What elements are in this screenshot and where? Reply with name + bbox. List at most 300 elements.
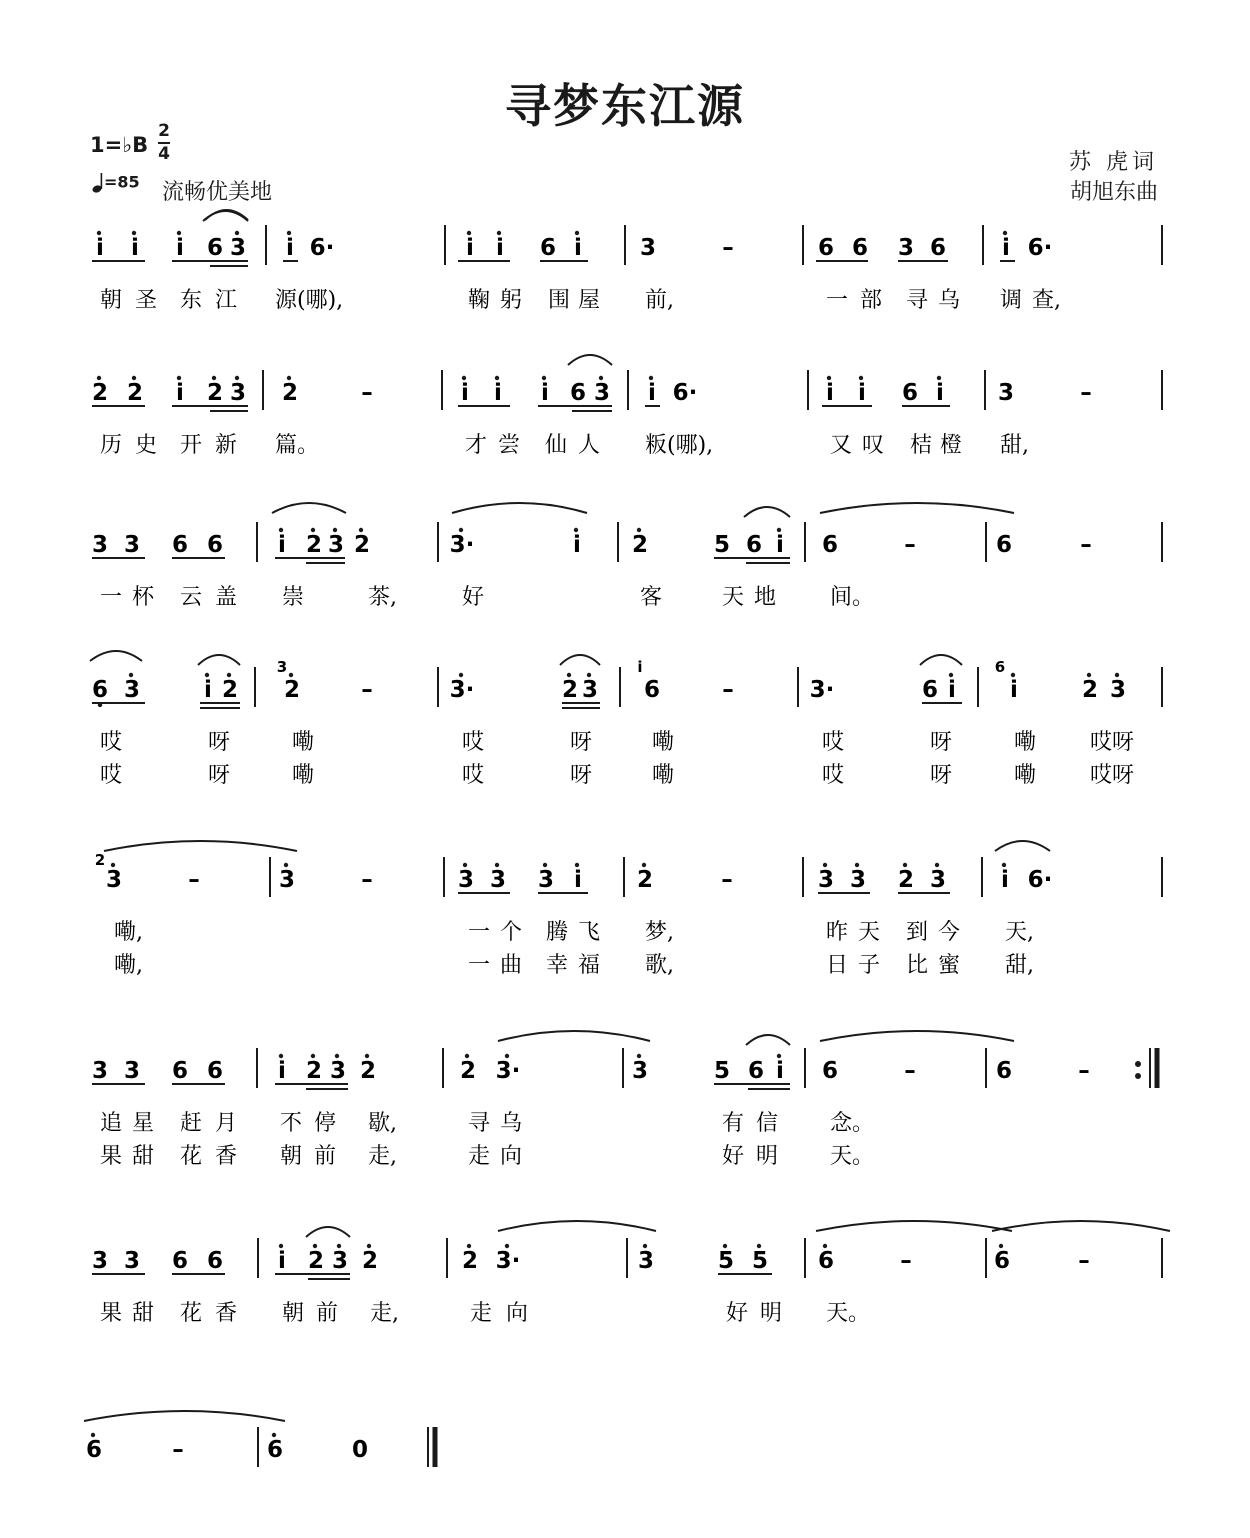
octave-dot-high: [637, 1054, 641, 1058]
octave-dot-high: [587, 673, 591, 677]
octave-dot-high: [777, 528, 781, 532]
octave-dot-high: [279, 1054, 283, 1058]
note-2-11: 6: [569, 380, 587, 406]
tie-slur: [498, 1031, 650, 1041]
octave-dot-high: [235, 231, 239, 235]
grace-note: 3: [276, 658, 288, 676]
note-7-6: 2: [307, 1248, 325, 1274]
lyric-syllable: 子: [858, 953, 881, 978]
note-4-12: 3·: [809, 677, 835, 703]
note-1-19: 6·: [1027, 235, 1053, 261]
note-3-2: 3: [123, 532, 141, 558]
octave-dot-high: [227, 673, 231, 677]
octave-dot-high: [97, 376, 101, 380]
lyric-syllable: 好: [462, 585, 485, 610]
note-7-11: 3: [637, 1248, 655, 1274]
time-signature-top: 2: [158, 121, 170, 141]
lyric-syllable: 不: [280, 1111, 303, 1136]
grace-note: i: [637, 658, 643, 676]
octave-dot-high: [543, 863, 547, 867]
lyric-syllable: 哎: [822, 730, 845, 755]
octave-dot-high: [97, 231, 101, 235]
tie-slur: [84, 1411, 285, 1421]
lyric-syllable: 天,: [1005, 920, 1034, 945]
note-8-1: 6: [85, 1437, 103, 1463]
note-6-18: –: [1078, 1058, 1090, 1084]
lyric-syllable: 好: [722, 1144, 745, 1169]
lyric-syllable: 呀: [570, 730, 593, 755]
lyric-syllable: 躬: [500, 288, 523, 313]
octave-dot-high: [1115, 673, 1119, 677]
lyric-syllable: 花: [180, 1144, 203, 1169]
note-7-15: –: [900, 1248, 912, 1274]
octave-dot-high: [859, 376, 863, 380]
lyric-syllable: 前: [314, 1144, 337, 1169]
octave-dot-high: [497, 231, 501, 235]
lyric-syllable: 嘞: [652, 763, 675, 788]
lyric-syllable: 向: [500, 1144, 523, 1169]
note-7-7: 3: [331, 1248, 349, 1274]
composer-credit: 胡旭东曲: [1069, 180, 1158, 205]
octave-dot-high: [311, 1054, 315, 1058]
note-1-16: 3: [897, 235, 915, 261]
lyric-syllable: 花: [180, 1301, 203, 1326]
lyric-syllable: 香: [215, 1301, 238, 1326]
note-7-17: –: [1078, 1248, 1090, 1274]
lyric-syllable: 仙: [545, 433, 568, 458]
note-7-13: 5: [751, 1248, 769, 1274]
octave-dot-high: [999, 1244, 1003, 1248]
note-5-7: 3: [537, 867, 555, 893]
note-5-1: 3: [105, 867, 123, 893]
note-2-3: i: [176, 380, 184, 406]
lyric-syllable: 嘞: [292, 763, 315, 788]
octave-dot-high: [505, 1054, 509, 1058]
note-4-15: i: [1010, 677, 1018, 703]
lyric-syllable: 呀: [930, 763, 953, 788]
note-3-12: 5: [713, 532, 731, 558]
lyric-syllable: 圣: [135, 288, 158, 313]
lyric-syllable: 调: [1000, 288, 1023, 313]
note-4-6: –: [361, 677, 373, 703]
octave-dot-high: [333, 528, 337, 532]
lyric-syllable: 走,: [370, 1301, 399, 1326]
note-1-7: 6·: [309, 235, 335, 261]
octave-dot-high: [205, 673, 209, 677]
lyric-syllable: 哎呀: [1090, 763, 1135, 788]
lyric-syllable: 历: [100, 433, 123, 458]
tie-slur: [995, 841, 1050, 851]
lyric-syllable: 部: [860, 288, 883, 313]
lyric-syllable: 史: [135, 433, 158, 458]
lyric-syllable: 篇。: [275, 433, 320, 458]
octave-dot-high: [177, 231, 181, 235]
lyric-syllable: 围: [548, 288, 571, 313]
lyric-syllable: 幸: [546, 953, 569, 978]
note-6-10: 3·: [495, 1058, 521, 1084]
lyric-syllable: 歇,: [368, 1111, 397, 1136]
repeat-dot: [1135, 1073, 1141, 1079]
note-1-5: 3: [229, 235, 247, 261]
octave-dot-high: [287, 376, 291, 380]
octave-dot-high: [827, 376, 831, 380]
note-1-18: i: [1002, 235, 1010, 261]
tie-slur: [104, 841, 297, 851]
note-3-11: 2: [631, 532, 649, 558]
lyric-syllable: 信: [756, 1111, 779, 1136]
lyric-syllable: 比: [906, 953, 929, 978]
octave-dot-high: [637, 528, 641, 532]
note-3-8: 2: [353, 532, 371, 558]
note-2-5: 3: [229, 380, 247, 406]
octave-dot-high: [495, 863, 499, 867]
note-7-9: 2: [461, 1248, 479, 1274]
note-6-16: –: [904, 1058, 916, 1084]
note-3-1: 3: [91, 532, 109, 558]
lyric-syllable: 朝: [282, 1301, 305, 1326]
note-4-9: 3: [581, 677, 599, 703]
note-5-11: 3: [817, 867, 835, 893]
lyric-syllable: 乌: [500, 1111, 523, 1136]
lyric-syllable: 走: [470, 1301, 493, 1326]
lyric-syllable: 甜,: [1005, 953, 1034, 978]
octave-dot-high: [1003, 231, 1007, 235]
lyricist-credit: 苏 虎词: [1069, 150, 1158, 175]
note-7-2: 3: [123, 1248, 141, 1274]
note-7-3: 6: [171, 1248, 189, 1274]
lyric-syllable: 源(哪),: [275, 288, 344, 313]
lyric-syllable: 明: [756, 1144, 779, 1169]
note-7-4: 6: [206, 1248, 224, 1274]
lyric-syllable: 福: [578, 953, 601, 978]
note-2-15: i: [826, 380, 834, 406]
lyric-syllable: 日: [826, 953, 849, 978]
lyric-syllable: 停: [314, 1111, 337, 1136]
note-5-8: i: [574, 867, 582, 893]
octave-dot-high: [272, 1433, 276, 1437]
octave-dot-high: [1002, 863, 1006, 867]
lyric-syllable: 寻: [468, 1111, 491, 1136]
note-6-2: 3: [123, 1058, 141, 1084]
lyric-syllable: 嘞: [1014, 730, 1037, 755]
note-3-13: 6: [745, 532, 763, 558]
octave-dot-high: [935, 863, 939, 867]
lyric-syllable: 呀: [570, 763, 593, 788]
note-6-15: 6: [821, 1058, 839, 1084]
lyric-syllable: 一: [826, 288, 849, 313]
note-2-7: –: [361, 380, 373, 406]
lyric-syllable: 明: [760, 1301, 783, 1326]
note-4-5: 2: [283, 677, 301, 703]
lyric-syllable: 寻: [906, 288, 929, 313]
octave-dot-high: [823, 1244, 827, 1248]
tie-slur: [306, 1227, 350, 1237]
tie-slur: [820, 1031, 1014, 1041]
octave-dot-high: [937, 376, 941, 380]
note-2-2: 2: [126, 380, 144, 406]
note-5-2: –: [188, 867, 200, 893]
lyric-syllable: 叹: [862, 433, 885, 458]
octave-dot-high: [467, 1244, 471, 1248]
note-4-17: 3: [1109, 677, 1127, 703]
note-1-17: 6: [929, 235, 947, 261]
lyric-syllable: 嘞,: [114, 953, 143, 978]
note-1-10: 6: [539, 235, 557, 261]
octave-dot-high: [575, 231, 579, 235]
lyric-syllable: 一: [100, 585, 123, 610]
tie-slur: [816, 1221, 1012, 1231]
note-5-4: –: [361, 867, 373, 893]
note-3-17: 6: [995, 532, 1013, 558]
lyric-syllable: 到: [906, 920, 929, 945]
lyric-syllable: 向: [506, 1301, 529, 1326]
lyric-syllable: 嘞,: [114, 920, 143, 945]
note-7-16: 6: [993, 1248, 1011, 1274]
lyric-syllable: 走: [468, 1144, 491, 1169]
note-5-13: 2: [897, 867, 915, 893]
octave-dot-high: [235, 376, 239, 380]
note-3-6: 2: [305, 532, 323, 558]
note-3-4: 6: [206, 532, 224, 558]
note-5-15: i: [1001, 867, 1009, 893]
octave-dot-high: [279, 1244, 283, 1248]
lyric-syllable: 哎: [100, 730, 123, 755]
note-7-10: 3·: [495, 1248, 521, 1274]
octave-dot-high: [177, 376, 181, 380]
note-4-8: 2: [561, 677, 579, 703]
key-signature: 1=♭B: [90, 133, 149, 157]
octave-dot-high: [287, 231, 291, 235]
note-4-4: 2: [221, 677, 239, 703]
note-6-3: 6: [171, 1058, 189, 1084]
lyric-syllable: 朝: [280, 1144, 303, 1169]
note-6-17: 6: [995, 1058, 1013, 1084]
note-3-7: 3: [327, 532, 345, 558]
octave-dot-high: [335, 1054, 339, 1058]
octave-dot-high: [212, 376, 216, 380]
tie-slur: [820, 503, 1014, 513]
time-signature-bottom: 4: [158, 144, 170, 164]
octave-dot-high: [467, 231, 471, 235]
lyric-syllable: 飞: [578, 920, 601, 945]
lyric-syllable: 今: [938, 920, 961, 945]
lyric-syllable: 好: [726, 1301, 749, 1326]
tie-slur: [452, 503, 587, 513]
octave-dot-high: [359, 528, 363, 532]
note-4-14: i: [948, 677, 956, 703]
lyric-syllable: 哎呀: [1090, 730, 1135, 755]
lyric-syllable: 杯: [132, 585, 155, 610]
note-4-16: 2: [1081, 677, 1099, 703]
lyric-syllable: 追: [100, 1111, 123, 1136]
lyric-syllable: 江: [215, 288, 238, 313]
song-title: 寻梦东江源: [505, 79, 745, 133]
lyric-syllable: 甜: [132, 1144, 155, 1169]
note-8-4: 0: [351, 1437, 369, 1463]
note-3-15: 6: [821, 532, 839, 558]
lyric-syllable: 嘞: [652, 730, 675, 755]
expression-marking: 流畅优美地: [162, 180, 273, 205]
tie-slur: [746, 1035, 790, 1045]
note-6-13: 6: [747, 1058, 765, 1084]
octave-dot-high: [823, 863, 827, 867]
note-2-13: i: [648, 380, 656, 406]
octave-dot-high: [459, 528, 463, 532]
lyric-syllable: 天: [722, 585, 745, 610]
tie-slur: [920, 655, 962, 665]
note-6-1: 3: [91, 1058, 109, 1084]
lyric-syllable: 个: [500, 920, 523, 945]
lyric-syllable: 走,: [368, 1144, 397, 1169]
note-6-12: 5: [713, 1058, 731, 1084]
lyric-syllable: 一: [468, 953, 491, 978]
lyric-syllable: 甜,: [1000, 433, 1029, 458]
octave-dot-high: [132, 376, 136, 380]
note-6-14: i: [776, 1058, 784, 1084]
note-5-16: 6·: [1027, 867, 1053, 893]
lyric-syllable: 云: [180, 585, 203, 610]
octave-dot-high: [279, 528, 283, 532]
octave-dot-high: [313, 1244, 317, 1248]
octave-dot-high: [459, 673, 463, 677]
octave-dot-high: [284, 863, 288, 867]
lyric-syllable: 呀: [208, 763, 231, 788]
octave-dot-high: [495, 376, 499, 380]
lyric-syllable: 哎: [822, 763, 845, 788]
lyric-syllable: 果: [100, 1144, 123, 1169]
lyric-syllable: 昨: [826, 920, 849, 945]
octave-dot-high: [574, 528, 578, 532]
octave-dot-high: [855, 863, 859, 867]
note-1-13: –: [722, 235, 734, 261]
octave-dot-high: [575, 863, 579, 867]
note-4-2: 3: [123, 677, 141, 703]
grace-note: 2: [94, 851, 106, 869]
tie-slur: [498, 1221, 656, 1231]
note-2-19: 3: [997, 380, 1015, 406]
lyric-syllable: 粄(哪),: [645, 433, 714, 458]
note-4-13: 6: [921, 677, 939, 703]
note-1-12: 3: [639, 235, 657, 261]
lyric-syllable: 一: [468, 920, 491, 945]
note-3-5: i: [278, 532, 286, 558]
note-1-1: i: [96, 235, 104, 261]
lyric-syllable: 橙: [940, 433, 963, 458]
note-6-8: 2: [359, 1058, 377, 1084]
octave-dot-high: [365, 1054, 369, 1058]
note-2-14: 6·: [672, 380, 698, 406]
lyric-syllable: 嘞: [292, 730, 315, 755]
lyric-syllable: 梦,: [645, 920, 674, 945]
octave-dot-high: [723, 1244, 727, 1248]
note-5-9: 2: [636, 867, 654, 893]
lyric-syllable: 人: [578, 433, 601, 458]
lyric-syllable: 歌,: [645, 953, 674, 978]
note-1-11: i: [574, 235, 582, 261]
note-5-5: 3: [457, 867, 475, 893]
tie-slur: [272, 503, 346, 513]
note-3-18: –: [1080, 532, 1092, 558]
note-8-3: 6: [266, 1437, 284, 1463]
octave-dot-high: [599, 376, 603, 380]
lyric-syllable: 曲: [500, 953, 523, 978]
note-4-1: 6: [91, 677, 109, 703]
note-2-1: 2: [91, 380, 109, 406]
lyric-syllable: 前: [316, 1301, 339, 1326]
lyric-syllable: 月: [215, 1111, 238, 1136]
lyric-syllable: 腾: [546, 920, 569, 945]
note-3-10: i: [573, 532, 581, 558]
note-4-3: i: [204, 677, 212, 703]
note-2-12: 3: [593, 380, 611, 406]
octave-dot-high: [311, 528, 315, 532]
note-2-17: 6: [901, 380, 919, 406]
octave-dot-high: [129, 673, 133, 677]
lyric-syllable: 果: [100, 1301, 123, 1326]
note-7-1: 3: [91, 1248, 109, 1274]
tie-slur: [992, 1221, 1170, 1231]
lyric-syllable: 乌: [938, 288, 961, 313]
note-5-14: 3: [929, 867, 947, 893]
tie-slur: [90, 651, 142, 661]
octave-dot-high: [367, 1244, 371, 1248]
lyric-syllable: 鞠: [468, 288, 491, 313]
note-4-7: 3·: [449, 677, 475, 703]
note-2-8: i: [461, 380, 469, 406]
octave-dot-high: [1087, 673, 1091, 677]
octave-dot-high: [1011, 673, 1015, 677]
lyric-syllable: 屋: [578, 288, 601, 313]
lyric-syllable: 哎: [462, 763, 485, 788]
lyric-syllable: 天。: [826, 1301, 871, 1326]
note-1-15: 6: [851, 235, 869, 261]
tempo-value: =85: [104, 172, 140, 192]
lyric-syllable: 呀: [208, 730, 231, 755]
lyric-syllable: 才: [465, 433, 488, 458]
note-8-2: –: [172, 1437, 184, 1463]
note-2-20: –: [1080, 380, 1092, 406]
lyric-syllable: 客: [640, 585, 663, 610]
lyric-syllable: 尝: [498, 433, 521, 458]
note-7-12: 5: [717, 1248, 735, 1274]
octave-dot-high: [643, 1244, 647, 1248]
lyric-syllable: 朝: [100, 288, 123, 313]
note-2-16: i: [858, 380, 866, 406]
note-3-3: 6: [171, 532, 189, 558]
lyric-syllable: 哎: [100, 763, 123, 788]
note-5-10: –: [721, 867, 733, 893]
note-1-8: i: [466, 235, 474, 261]
note-1-3: i: [176, 235, 184, 261]
lyric-syllable: 嘞: [1014, 763, 1037, 788]
note-1-9: i: [496, 235, 504, 261]
octave-dot-high: [465, 1054, 469, 1058]
lyric-syllable: 哎: [462, 730, 485, 755]
lyric-syllable: 呀: [930, 730, 953, 755]
octave-dot-high: [567, 673, 571, 677]
note-5-3: 3: [278, 867, 296, 893]
note-2-4: 2: [206, 380, 224, 406]
lyric-syllable: 甜: [132, 1301, 155, 1326]
note-3-14: i: [776, 532, 784, 558]
octave-dot-high: [91, 1433, 95, 1437]
octave-dot-high: [111, 863, 115, 867]
lyric-syllable: 崇: [282, 585, 305, 610]
note-2-6: 2: [281, 380, 299, 406]
note-1-14: 6: [817, 235, 835, 261]
lyric-syllable: 茶,: [368, 585, 397, 610]
note-2-18: i: [936, 380, 944, 406]
